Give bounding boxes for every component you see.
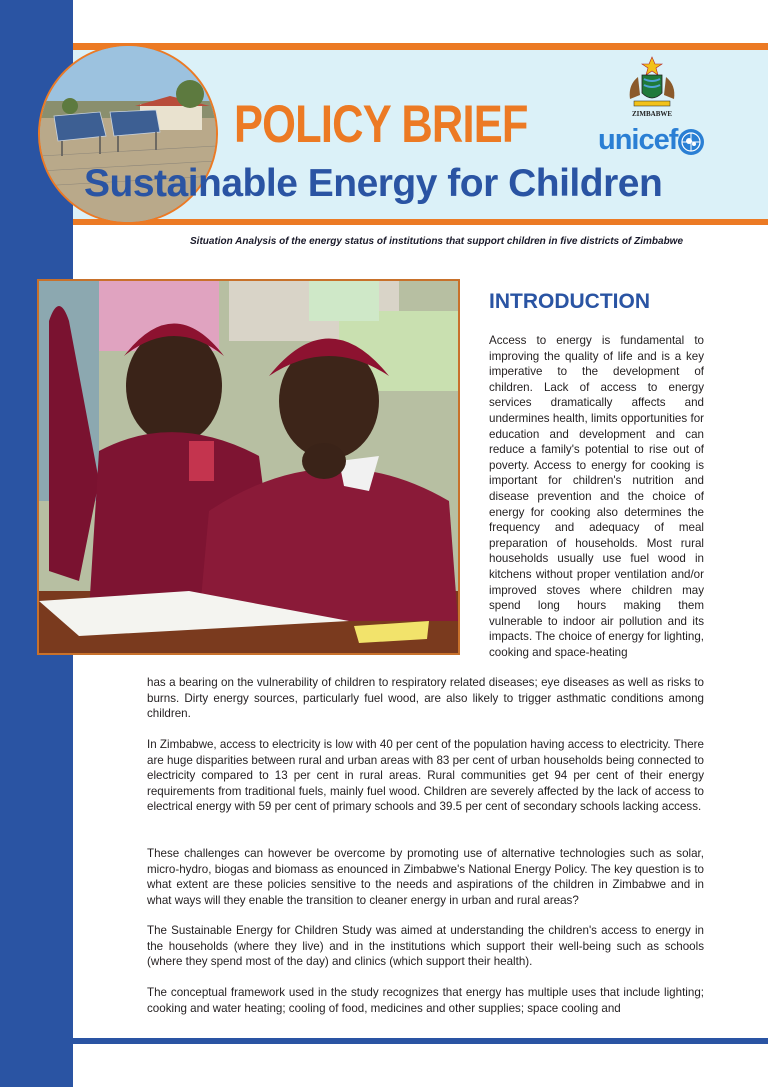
header-bottom-rule — [73, 219, 768, 225]
paragraph-study-aim: The Sustainable Energy for Children Study was aimed at understanding the children's access to energy in the households (where they live) and in the institutions which support their well-being such as schools (where they spend most of the day) and clinics (which support their health). — [147, 924, 704, 969]
footer-rule — [73, 1038, 768, 1044]
classroom-children-photo — [37, 279, 460, 655]
document-subtitle: Situation Analysis of the energy status of institutions that support children in five districts of Zimbabwe — [190, 236, 684, 247]
unicef-logo-text: unicef — [598, 124, 678, 156]
unicef-globe-icon — [676, 127, 706, 157]
paragraph-conceptual-framework: The conceptual framework used in the study recognizes that energy has multiple uses that include lighting; cooking and water heating; cooling of food, medicines and other supplies; space cooling and — [147, 986, 704, 1015]
zimbabwe-label: ZIMBABWE — [631, 110, 673, 118]
paragraph-electricity-access: In Zimbabwe, access to electricity is low with 40 per cent of the population having access to electricity. There are huge disparities between rural and urban areas with 83 per cent of urban households being connected to electricity compared to 13 per cent in rural areas. Rural communities get 94 per cent of their energy requirements from traditional fuels, mainly fuel wood. Children are severely affected by the lack of access to electrical energy with 59 per cent of primary schools and 39.5 per cent of secondary schools lacking access. — [147, 738, 704, 814]
policy-brief-label: POLICY BRIEF — [234, 95, 528, 154]
header-top-rule — [73, 43, 768, 50]
introduction-column-text: Access to energy is fundamental to improving the quality of life and is a key imperative to the development of children. Lack of access to energy services dramatically affects and undermines health, limits opportunities for education and development and can reduce a family's potential to rise out of poverty. Access to energy for cooking is important for children's nutrition and disease prevention and the choice of energy for cooking also determines the frequency and adequacy of meal preparation of households. Most rural households usually use fuel wood in kitchens without proper ventilation and/or improved stoves where children may spend long hours making them vulnerable to indoor air pollution and its impacts. The choice of energy for lighting, cooking and space-heating — [489, 334, 704, 659]
introduction-heading: INTRODUCTION — [489, 290, 650, 313]
introduction-continuation: has a bearing on the vulnerability of children to respiratory related diseases; eye diseases as well as risks to burns. Dirty energy sources, particularly fuel wood, are also likely to trigger asthmatic conditions among children. — [147, 676, 704, 721]
document-title: Sustainable Energy for Children — [84, 162, 663, 205]
zimbabwe-coat-of-arms-icon — [622, 55, 682, 111]
paragraph-alternative-technologies: These challenges can however be overcome by promoting use of alternative technologies such as solar, micro-hydro, biogas and biomass as enounced in Zimbabwe's National Energy Policy. The key question is to what extent are these policies sensitive to the needs and aspirations of the children in Zimbabwe and in what ways will they enable the transition to cleaner energy in urban and rural areas? — [147, 847, 704, 907]
